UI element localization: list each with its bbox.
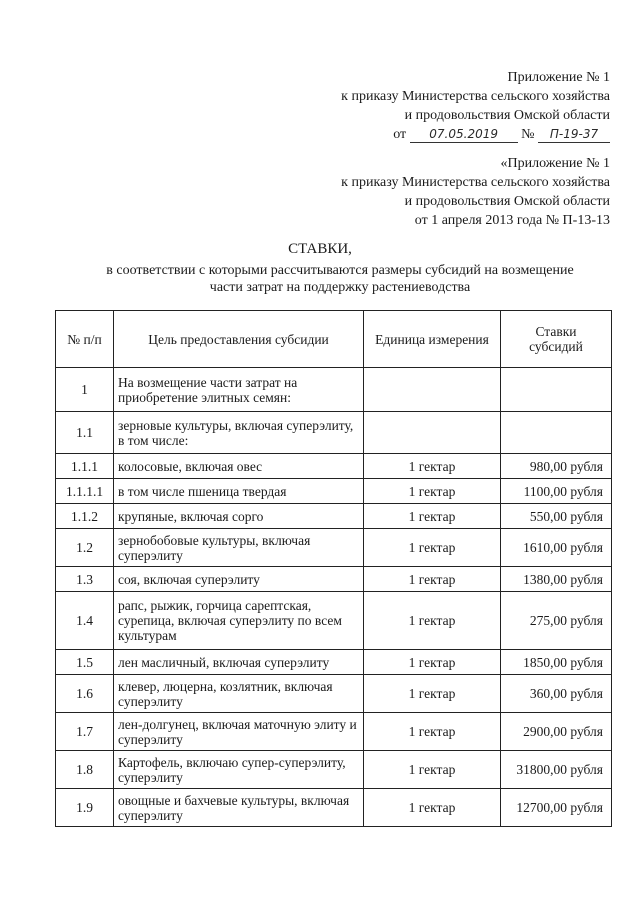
- table-row: [56, 479, 612, 504]
- row-unit: 1 гектар: [364, 529, 501, 567]
- row-unit: 1 гектар: [364, 751, 501, 789]
- row-rate: 1380,00 рубля: [501, 567, 612, 592]
- document-subtitle: [80, 262, 600, 296]
- row-rate: 1100,00 рубля: [501, 479, 612, 504]
- appendix-original-block: [341, 154, 610, 230]
- row-unit: 1 гектар: [364, 789, 501, 827]
- subtitle-line-2: части затрат на поддержку растениеводства: [209, 280, 471, 295]
- row-number: 1.9: [56, 789, 114, 827]
- document-title: СТАВКИ,: [288, 241, 352, 257]
- header-num: № п/п: [56, 311, 114, 368]
- row-rate: 980,00 рубля: [501, 454, 612, 479]
- row-number: 1.1.2: [56, 504, 114, 529]
- row-rate: [501, 412, 612, 454]
- row-number: 1.1: [56, 412, 114, 454]
- row-unit: 1 гектар: [364, 479, 501, 504]
- row-goal: зернобобовые культуры, включая суперэлиту: [114, 529, 364, 567]
- row-goal: соя, включая суперэлиту: [114, 567, 364, 592]
- number-label: №: [521, 127, 535, 142]
- row-rate: 275,00 рубля: [501, 592, 612, 650]
- row-number: 1: [56, 368, 114, 412]
- table-row: [56, 567, 612, 592]
- row-goal: зерновые культуры, включая суперэлиту, в том числе:: [114, 412, 364, 454]
- row-rate: 31800,00 рубля: [501, 751, 612, 789]
- table-row: [56, 504, 612, 529]
- table-row: [56, 789, 612, 827]
- row-rate: 360,00 рубля: [501, 675, 612, 713]
- row-number: 1.4: [56, 592, 114, 650]
- appendix-date-number-line: [341, 125, 610, 144]
- row-rate: 1610,00 рубля: [501, 529, 612, 567]
- row-rate: 12700,00 рубля: [501, 789, 612, 827]
- row-number: 1.6: [56, 675, 114, 713]
- table-row: [56, 650, 612, 675]
- row-unit: 1 гектар: [364, 675, 501, 713]
- row-goal: На возмещение части затрат на приобретение элитных семян:: [114, 368, 364, 412]
- row-goal: лен-долгунец, включая маточную элиту и суперэлиту: [114, 713, 364, 751]
- row-rate: 550,00 рубля: [501, 504, 612, 529]
- table-row: [56, 529, 612, 567]
- table-header-row: [56, 311, 612, 368]
- row-goal: клевер, люцерна, козлятник, включая суперэлиту: [114, 675, 364, 713]
- appendix-current-block: [341, 68, 610, 144]
- row-rate: [501, 368, 612, 412]
- row-unit: 1 гектар: [364, 592, 501, 650]
- row-number: 1.5: [56, 650, 114, 675]
- row-goal: колосовые, включая овес: [114, 454, 364, 479]
- appendix-original-ministry-line: и продовольствия Омской области: [404, 194, 610, 209]
- table-row: [56, 751, 612, 789]
- row-number: 1.1.1.1: [56, 479, 114, 504]
- table-row: [56, 412, 612, 454]
- table-row: [56, 592, 612, 650]
- row-unit: 1 гектар: [364, 454, 501, 479]
- handwritten-date: 07.05.2019: [410, 127, 518, 143]
- row-unit: 1 гектар: [364, 504, 501, 529]
- row-number: 1.8: [56, 751, 114, 789]
- row-number: 1.3: [56, 567, 114, 592]
- handwritten-number: П-19-37: [538, 127, 610, 143]
- row-goal: крупяные, включая сорго: [114, 504, 364, 529]
- table-row: [56, 675, 612, 713]
- row-goal: в том числе пшеница твердая: [114, 479, 364, 504]
- subtitle-line-1: в соответствии с которыми рассчитываются размеры субсидий на возмещение: [106, 263, 574, 278]
- row-number: 1.1.1: [56, 454, 114, 479]
- table-row: [56, 368, 612, 412]
- header-unit: Единица измерения: [364, 311, 501, 368]
- row-goal: овощные и бахчевые культуры, включая суперэлиту: [114, 789, 364, 827]
- subsidy-rates-table: [55, 310, 612, 827]
- appendix-original-date-line: от 1 апреля 2013 года № П-13-13: [414, 213, 610, 228]
- row-rate: 2900,00 рубля: [501, 713, 612, 751]
- appendix-title: Приложение № 1: [507, 70, 610, 85]
- row-goal: рапс, рыжик, горчица сарептская, сурепица, включая суперэлиту по всем культурам: [114, 592, 364, 650]
- appendix-original-title: «Приложение № 1: [500, 156, 610, 171]
- table-row: [56, 713, 612, 751]
- table-body: [56, 368, 612, 827]
- row-unit: 1 гектар: [364, 713, 501, 751]
- row-number: 1.2: [56, 529, 114, 567]
- row-unit: 1 гектар: [364, 567, 501, 592]
- row-unit: 1 гектар: [364, 650, 501, 675]
- row-rate: 1850,00 рубля: [501, 650, 612, 675]
- row-goal: лен масличный, включая суперэлиту: [114, 650, 364, 675]
- row-number: 1.7: [56, 713, 114, 751]
- header-goal: Цель предоставления субсидии: [114, 311, 364, 368]
- row-unit: [364, 368, 501, 412]
- table-row: [56, 454, 612, 479]
- appendix-original-order-line: к приказу Министерства сельского хозяйства: [341, 175, 610, 190]
- row-unit: [364, 412, 501, 454]
- appendix-order-line: к приказу Министерства сельского хозяйства: [341, 89, 610, 104]
- appendix-ministry-line: и продовольствия Омской области: [404, 108, 610, 123]
- row-goal: Картофель, включаю супер-суперэлиту, суперэлиту: [114, 751, 364, 789]
- from-label: от: [393, 127, 407, 142]
- header-rate: Ставки субсидий: [501, 311, 612, 368]
